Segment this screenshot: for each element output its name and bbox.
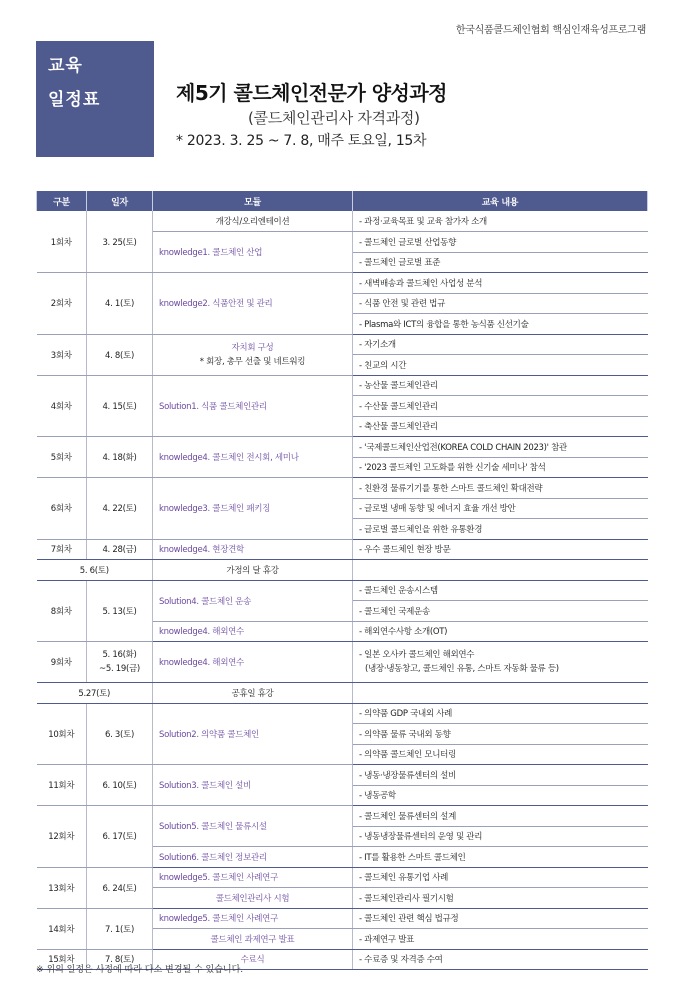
module-text: knowledge4. 해외연수 bbox=[159, 627, 244, 638]
page-title: 제5기 콜드체인전문가 양성과정 bbox=[176, 81, 448, 105]
content-cell: - IT를 활용한 스마트 콜드체인 bbox=[353, 847, 648, 868]
table-row bbox=[37, 211, 648, 232]
module-text: Solution6. 콜드체인 정보관리 bbox=[159, 852, 267, 863]
tag-line-1: 교육 bbox=[48, 56, 83, 76]
module-cell bbox=[153, 888, 353, 909]
module-cell bbox=[153, 539, 353, 560]
table-row bbox=[37, 867, 648, 888]
module-cell bbox=[153, 806, 353, 847]
content-cell: - 냉동냉장물류센터의 운영 및 관리 bbox=[353, 826, 648, 847]
session-label: 12회차 bbox=[37, 806, 87, 868]
content-cell: - 콜드체인관리사 필기시험 bbox=[353, 888, 648, 909]
content-cell: - 축산물 콜드체인관리 bbox=[353, 416, 648, 437]
content-cell: - 콜드체인 글로벌 산업동향 bbox=[353, 232, 648, 253]
session-label: 2회차 bbox=[37, 273, 87, 335]
session-date: 6. 10(토) bbox=[87, 765, 153, 806]
content-cell: - 냉동·냉장물류센터의 설비 bbox=[353, 765, 648, 786]
session-date: 6. 24(토) bbox=[87, 867, 153, 908]
module-cell bbox=[153, 273, 353, 335]
holiday-label: 가정의 달 휴강 bbox=[153, 560, 353, 581]
content-cell: - 글로벌 냉매 동향 및 에너지 효율 개선 방안 bbox=[353, 498, 648, 519]
header-session: 구분 bbox=[37, 191, 87, 211]
module-text: knowledge3. 콜드체인 패키징 bbox=[159, 504, 271, 515]
table-row bbox=[37, 478, 648, 499]
session-date: 3. 25(토) bbox=[87, 211, 153, 273]
module-cell bbox=[153, 437, 353, 478]
session-label: 6회차 bbox=[37, 478, 87, 540]
header-date: 일자 bbox=[87, 191, 153, 211]
module-cell bbox=[153, 642, 353, 683]
session-label: 3회차 bbox=[37, 334, 87, 375]
session-label: 14회차 bbox=[37, 908, 87, 949]
table-row bbox=[37, 437, 648, 458]
content-cell: - 식품 안전 및 관련 법규 bbox=[353, 293, 648, 314]
session-label: 10회차 bbox=[37, 703, 87, 765]
course-dates: * 2023. 3. 25 ~ 7. 8, 매주 토요일, 15차 bbox=[176, 133, 427, 149]
table-row-holiday bbox=[37, 560, 648, 581]
content-cell: - 콜드체인 물류센터의 설계 bbox=[353, 806, 648, 827]
content-cell: - 해외연수사항 소개(OT) bbox=[353, 621, 648, 642]
holiday-date: 5. 6(토) bbox=[37, 560, 153, 581]
module-text: 자치회 구성 bbox=[231, 342, 274, 353]
content-cell: - 농산물 콜드체인관리 bbox=[353, 375, 648, 396]
module-cell bbox=[153, 621, 353, 642]
session-date: 4. 28(금) bbox=[87, 539, 153, 560]
module-text: Solution4. 콜드체인 운송 bbox=[159, 596, 252, 607]
content-cell bbox=[353, 560, 648, 581]
holiday-date: 5.27(토) bbox=[37, 683, 153, 704]
content-cell: - '국제콜드체인산업전(KOREA COLD CHAIN 2023)' 참관 bbox=[353, 437, 648, 458]
content-cell: - 콜드체인 유통기업 사례 bbox=[353, 867, 648, 888]
module-cell bbox=[153, 375, 353, 437]
session-label: 13회차 bbox=[37, 867, 87, 908]
content-cell: - 의약품 물류 국내외 동향 bbox=[353, 724, 648, 745]
module-text: Solution5. 콜드체인 물류시설 bbox=[159, 822, 267, 832]
module-text: knowledge4. 현장견학 bbox=[159, 545, 244, 556]
session-date: 4. 18(화) bbox=[87, 437, 153, 478]
table-row bbox=[37, 642, 648, 683]
schedule-table bbox=[36, 191, 648, 970]
module-text: 콜드체인 과제연구 발표 bbox=[210, 934, 295, 945]
module-text: knowledge1. 콜드체인 산업 bbox=[159, 248, 263, 258]
holiday-label: 공휴일 휴강 bbox=[153, 683, 353, 704]
session-date: 6. 17(토) bbox=[87, 806, 153, 868]
table-row-holiday bbox=[37, 683, 648, 704]
content-cell: - 의약품 콜드체인 모니터링 bbox=[353, 744, 648, 765]
module-cell bbox=[153, 867, 353, 888]
date-end: ~5. 19(금) bbox=[99, 664, 140, 674]
module-cell bbox=[153, 478, 353, 540]
table-row bbox=[37, 273, 648, 294]
page-subtitle: (콜드체인관리사 자격과정) bbox=[248, 109, 420, 127]
content-cell: - 수산물 콜드체인관리 bbox=[353, 396, 648, 417]
session-date: 5. 13(토) bbox=[87, 580, 153, 642]
session-label: 8회차 bbox=[37, 580, 87, 642]
module-text: Solution1. 식품 콜드체인관리 bbox=[159, 401, 267, 412]
table-row bbox=[37, 580, 648, 601]
footnote: ※ 위의 일정은 사정에 따라 다소 변경될 수 있습니다. bbox=[36, 965, 244, 975]
session-label: 4회차 bbox=[37, 375, 87, 437]
module-text: 콜드체인관리사 시험 bbox=[215, 893, 290, 904]
module-note: * 회장, 총무 선출 및 네트워킹 bbox=[199, 356, 306, 367]
module-cell bbox=[153, 908, 353, 929]
module-cell: 개강식/오리엔테이션 bbox=[153, 211, 353, 232]
session-date: 7. 1(토) bbox=[87, 908, 153, 949]
module-text: knowledge4. 콜드체인 전시회, 세미나 bbox=[159, 453, 299, 463]
content-cell: - 의약품 GDP 국내외 사례 bbox=[353, 703, 648, 724]
content-cell: - 냉동공학 bbox=[353, 785, 648, 806]
module-text: knowledge5. 콜드체인 사례연구 bbox=[159, 873, 278, 884]
content-cell: - '2023 콜드체인 고도화를 위한 신기술 세미나' 참석 bbox=[353, 457, 648, 478]
session-label: 15회차 bbox=[37, 949, 87, 970]
content-cell: - 자기소개 bbox=[353, 334, 648, 355]
session-date: 4. 15(토) bbox=[87, 375, 153, 437]
organization-program-label: 한국식품콜드체인협회 핵심인재육성프로그램 bbox=[455, 25, 646, 36]
module-text: knowledge4. 해외연수 bbox=[159, 658, 244, 668]
session-label: 9회차 bbox=[37, 642, 87, 683]
table-row bbox=[37, 703, 648, 724]
content-line: - 일본 오사카 콜드체인 해외연수 bbox=[359, 650, 475, 660]
date-start: 5. 16(화) bbox=[102, 650, 137, 660]
session-label: 7회차 bbox=[37, 539, 87, 560]
session-date: 6. 3(토) bbox=[87, 703, 153, 765]
content-cell: - 과정·교육목표 및 교육 참가자 소개 bbox=[353, 211, 648, 232]
content-cell: - 과제연구 발표 bbox=[353, 929, 648, 950]
content-cell: - 콜드체인 국제운송 bbox=[353, 601, 648, 622]
content-line: (냉장·냉동창고, 콜드체인 유통, 스마트 자동화 물류 등) bbox=[365, 664, 559, 674]
table-header-row bbox=[37, 191, 648, 211]
content-cell: - Plasma와 ICT의 융합을 통한 농식품 신선기술 bbox=[353, 314, 648, 335]
session-date: 4. 8(토) bbox=[87, 334, 153, 375]
content-cell: - 콜드체인 글로벌 표준 bbox=[353, 252, 648, 273]
session-label: 1회차 bbox=[37, 211, 87, 273]
session-date: 4. 1(토) bbox=[87, 273, 153, 335]
module-cell bbox=[153, 232, 353, 273]
table-row bbox=[37, 539, 648, 560]
table-row bbox=[37, 806, 648, 827]
module-text: knowledge2. 식품안전 및 관리 bbox=[159, 299, 273, 310]
content-cell: - 친환경 물류기기를 통한 스마트 콜드체인 확대전략 bbox=[353, 478, 648, 499]
header-module: 모듈 bbox=[153, 191, 353, 211]
module-cell bbox=[153, 847, 353, 868]
content-cell: - 콜드체인 관련 핵심 법규정 bbox=[353, 908, 648, 929]
table-row bbox=[37, 765, 648, 786]
content-cell bbox=[353, 683, 648, 704]
content-cell: - 콜드체인 운송시스템 bbox=[353, 580, 648, 601]
table-row bbox=[37, 334, 648, 355]
module-text: 수료식 bbox=[240, 955, 265, 966]
header-content: 교육 내용 bbox=[353, 191, 648, 211]
content-cell: - 글로벌 콜드체인을 위한 유통환경 bbox=[353, 519, 648, 540]
content-cell: - 친교의 시간 bbox=[353, 355, 648, 376]
table-row bbox=[37, 375, 648, 396]
content-cell: - 새벽배송과 콜드체인 사업성 분석 bbox=[353, 273, 648, 294]
session-label: 11회차 bbox=[37, 765, 87, 806]
module-cell bbox=[153, 334, 353, 375]
content-cell: - 수료증 및 자격증 수여 bbox=[353, 949, 648, 970]
table-row bbox=[37, 908, 648, 929]
session-date bbox=[87, 642, 153, 683]
session-label: 5회차 bbox=[37, 437, 87, 478]
module-text: knowledge5. 콜드체인 사례연구 bbox=[159, 914, 278, 925]
module-text: Solution3. 콜드체인 설비 bbox=[159, 781, 252, 791]
module-cell bbox=[153, 703, 353, 765]
module-text: Solution2. 의약품 콜드체인 bbox=[159, 729, 259, 740]
session-date: 4. 22(토) bbox=[87, 478, 153, 540]
tag-line-2: 일정표 bbox=[48, 90, 101, 110]
content-cell: - 우수 콜드체인 현장 방문 bbox=[353, 539, 648, 560]
content-cell bbox=[353, 642, 648, 683]
module-cell bbox=[153, 765, 353, 806]
module-cell bbox=[153, 929, 353, 950]
schedule-tag-box bbox=[36, 41, 154, 157]
session-date: 7. 8(토) bbox=[87, 949, 153, 970]
module-cell bbox=[153, 580, 353, 621]
